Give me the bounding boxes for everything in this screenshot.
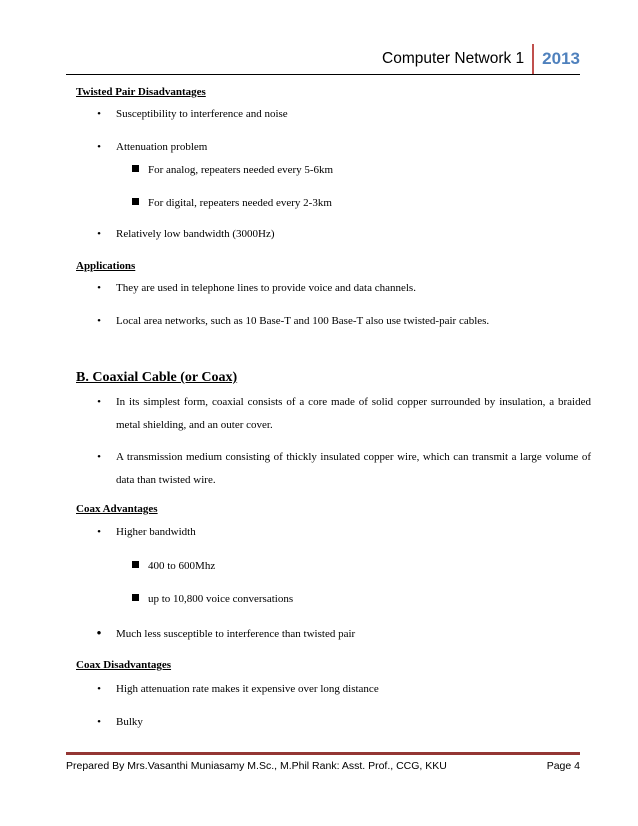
- list-item: • Much less susceptible to interference than twisted pair: [94, 623, 591, 646]
- list-item: • Susceptibility to interference and noise: [94, 103, 591, 126]
- list-item: • Attenuation problem: [94, 136, 591, 159]
- page-number: Page 4: [546, 760, 580, 772]
- bullet-icon: •: [97, 526, 101, 538]
- sub-list-item: up to 10,800 voice conversations: [132, 591, 293, 607]
- coax-advantages-heading: Coax Advantages: [76, 503, 158, 515]
- list-item: • A transmission medium consisting of thickly insulated copper wire, which can transmit a large volume of data than twisted wire.: [94, 446, 591, 492]
- applications-heading: Applications: [76, 260, 136, 272]
- list-item: • Local area networks, such as 10 Base-T and 100 Base-T also use twisted-pair cables.: [94, 310, 591, 333]
- header-title: Computer Network 1: [382, 50, 525, 67]
- twisted-disadvantages-heading: Twisted Pair Disadvantages: [76, 86, 206, 98]
- bullet-icon: •: [97, 716, 101, 728]
- list-item: • They are used in telephone lines to provide voice and data channels.: [94, 277, 591, 300]
- header-year: 2013: [542, 49, 580, 68]
- sub-list-item: 400 to 600Mhz: [132, 558, 215, 574]
- bullet-icon: •: [97, 451, 101, 463]
- bullet-icon: •: [97, 396, 101, 408]
- bullet-icon: •: [97, 282, 101, 294]
- coax-disadvantages-heading: Coax Disadvantages: [76, 659, 172, 671]
- sub-list-item: For analog, repeaters needed every 5-6km: [132, 162, 333, 178]
- list-item: • Higher bandwidth: [94, 521, 591, 544]
- bullet-icon: •: [97, 228, 101, 240]
- square-bullet-icon: [132, 165, 139, 172]
- footer-author: Prepared By Mrs.Vasanthi Muniasamy M.Sc., M.Phil Rank: Asst. Prof., CCG, KKU: [66, 760, 447, 772]
- bullet-icon: •: [97, 683, 101, 695]
- sub-list-item: For digital, repeaters needed every 2-3km: [132, 195, 332, 211]
- coax-heading: B. Coaxial Cable (or Coax): [76, 370, 238, 385]
- list-item: • In its simplest form, coaxial consists of a core made of solid copper surrounded by insulation, a braided metal shielding, and an outer cover.: [94, 391, 591, 437]
- header-rule: [66, 74, 580, 75]
- footer-rule: [66, 752, 580, 755]
- page-header: [382, 44, 580, 74]
- square-bullet-icon: [132, 198, 139, 205]
- square-bullet-icon: [132, 594, 139, 601]
- list-item: • Bulky: [94, 711, 591, 734]
- list-item: • High attenuation rate makes it expensive over long distance: [94, 678, 591, 701]
- bullet-icon: •: [96, 626, 102, 642]
- page-footer: [66, 760, 580, 772]
- bullet-icon: •: [97, 315, 101, 327]
- list-item: • Relatively low bandwidth (3000Hz): [94, 223, 591, 246]
- bullet-icon: •: [97, 108, 101, 120]
- square-bullet-icon: [132, 561, 139, 568]
- bullet-icon: •: [97, 141, 101, 153]
